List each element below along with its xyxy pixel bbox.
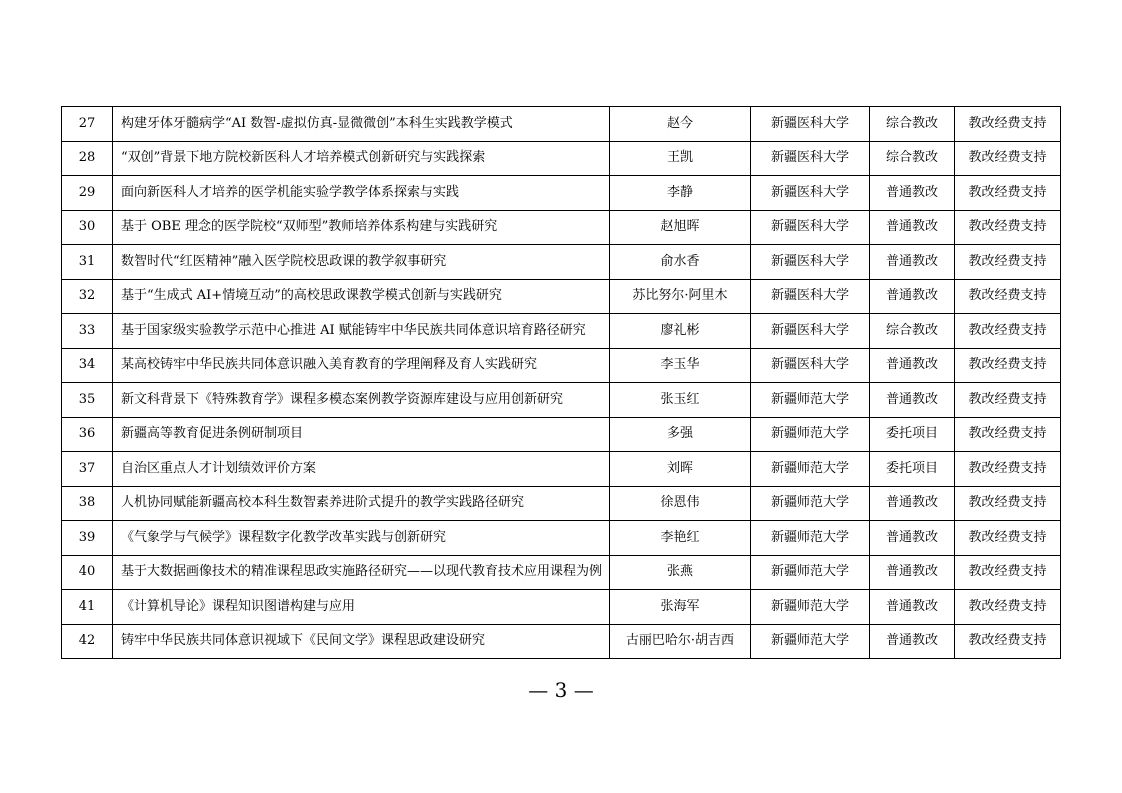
page-number: — 3 —	[528, 678, 594, 702]
project-title: 《气象学与气候学》课程数字化教学改革实践与创新研究	[113, 521, 610, 556]
row-number: 42	[62, 624, 113, 659]
table-row	[62, 624, 1061, 659]
project-leader: 张玉红	[610, 383, 751, 418]
project-leader: 多强	[610, 417, 751, 452]
project-leader: 李玉华	[610, 348, 751, 383]
project-category: 普通教改	[870, 176, 955, 211]
project-category: 综合教改	[870, 107, 955, 142]
table-row	[62, 590, 1061, 625]
project-leader: 苏比努尔·阿里木	[610, 279, 751, 314]
table-row	[62, 279, 1061, 314]
project-title: 《计算机导论》课程知识图谱构建与应用	[113, 590, 610, 625]
project-leader: 李艳红	[610, 521, 751, 556]
project-title: 构建牙体牙髓病学“AI 数智-虚拟仿真-显微微创”本科生实践教学模式	[113, 107, 610, 142]
project-title: 面向新医科人才培养的医学机能实验学教学体系探索与实践	[113, 176, 610, 211]
project-category: 普通教改	[870, 555, 955, 590]
support-type: 教改经费支持	[955, 176, 1061, 211]
institution: 新疆医科大学	[751, 279, 870, 314]
institution: 新疆师范大学	[751, 417, 870, 452]
project-title: 新文科背景下《特殊教育学》课程多模态案例教学资源库建设与应用创新研究	[113, 383, 610, 418]
row-number: 32	[62, 279, 113, 314]
project-category: 普通教改	[870, 348, 955, 383]
institution: 新疆师范大学	[751, 555, 870, 590]
support-type: 教改经费支持	[955, 107, 1061, 142]
support-type: 教改经费支持	[955, 141, 1061, 176]
project-category: 普通教改	[870, 624, 955, 659]
support-type: 教改经费支持	[955, 348, 1061, 383]
institution: 新疆医科大学	[751, 348, 870, 383]
project-category: 普通教改	[870, 210, 955, 245]
project-title: 基于 OBE 理念的医学院校“双师型”教师培养体系构建与实践研究	[113, 210, 610, 245]
support-type: 教改经费支持	[955, 486, 1061, 521]
support-type: 教改经费支持	[955, 383, 1061, 418]
project-leader: 刘晖	[610, 452, 751, 487]
row-number: 30	[62, 210, 113, 245]
table-row	[62, 521, 1061, 556]
row-number: 36	[62, 417, 113, 452]
project-category: 普通教改	[870, 245, 955, 280]
row-number: 31	[62, 245, 113, 280]
institution: 新疆师范大学	[751, 452, 870, 487]
table-row	[62, 107, 1061, 142]
institution: 新疆医科大学	[751, 141, 870, 176]
row-number: 27	[62, 107, 113, 142]
project-title: 铸牢中华民族共同体意识视域下《民间文学》课程思政建设研究	[113, 624, 610, 659]
project-category: 普通教改	[870, 383, 955, 418]
project-leader: 张海军	[610, 590, 751, 625]
support-type: 教改经费支持	[955, 210, 1061, 245]
project-leader: 赵今	[610, 107, 751, 142]
institution: 新疆师范大学	[751, 383, 870, 418]
support-type: 教改经费支持	[955, 279, 1061, 314]
project-category: 委托项目	[870, 417, 955, 452]
support-type: 教改经费支持	[955, 314, 1061, 349]
project-title: 数智时代“红医精神”融入医学院校思政课的教学叙事研究	[113, 245, 610, 280]
project-title: 新疆高等教育促进条例研制项目	[113, 417, 610, 452]
institution: 新疆师范大学	[751, 590, 870, 625]
table-row	[62, 486, 1061, 521]
project-category: 普通教改	[870, 486, 955, 521]
table-row	[62, 245, 1061, 280]
support-type: 教改经费支持	[955, 245, 1061, 280]
project-title: 自治区重点人才计划绩效评价方案	[113, 452, 610, 487]
project-leader: 张燕	[610, 555, 751, 590]
project-table	[61, 106, 1061, 659]
project-leader: 王凯	[610, 141, 751, 176]
row-number: 40	[62, 555, 113, 590]
support-type: 教改经费支持	[955, 590, 1061, 625]
project-category: 综合教改	[870, 314, 955, 349]
row-number: 39	[62, 521, 113, 556]
institution: 新疆医科大学	[751, 245, 870, 280]
row-number: 29	[62, 176, 113, 211]
institution: 新疆医科大学	[751, 107, 870, 142]
project-title: 基于国家级实验教学示范中心推进 AI 赋能铸牢中华民族共同体意识培育路径研究	[113, 314, 610, 349]
project-leader: 赵旭晖	[610, 210, 751, 245]
institution: 新疆医科大学	[751, 210, 870, 245]
row-number: 33	[62, 314, 113, 349]
support-type: 教改经费支持	[955, 624, 1061, 659]
project-category: 普通教改	[870, 590, 955, 625]
table-row	[62, 417, 1061, 452]
project-leader: 廖礼彬	[610, 314, 751, 349]
row-number: 38	[62, 486, 113, 521]
institution: 新疆医科大学	[751, 176, 870, 211]
project-category: 综合教改	[870, 141, 955, 176]
project-title: 基于大数据画像技术的精准课程思政实施路径研究——以现代教育技术应用课程为例	[113, 555, 610, 590]
table-row	[62, 383, 1061, 418]
institution: 新疆师范大学	[751, 521, 870, 556]
institution: 新疆医科大学	[751, 314, 870, 349]
project-category: 普通教改	[870, 521, 955, 556]
row-number: 37	[62, 452, 113, 487]
project-title: 基于“生成式 AI+情境互动”的高校思政课教学模式创新与实践研究	[113, 279, 610, 314]
table-row	[62, 555, 1061, 590]
project-title: 某高校铸牢中华民族共同体意识融入美育教育的学理阐释及育人实践研究	[113, 348, 610, 383]
project-category: 普通教改	[870, 279, 955, 314]
project-title: 人机协同赋能新疆高校本科生数智素养进阶式提升的教学实践路径研究	[113, 486, 610, 521]
table-row	[62, 452, 1061, 487]
support-type: 教改经费支持	[955, 417, 1061, 452]
support-type: 教改经费支持	[955, 452, 1061, 487]
project-title: “双创”背景下地方院校新医科人才培养模式创新研究与实践探索	[113, 141, 610, 176]
institution: 新疆师范大学	[751, 486, 870, 521]
institution: 新疆师范大学	[751, 624, 870, 659]
project-leader: 俞水香	[610, 245, 751, 280]
row-number: 28	[62, 141, 113, 176]
project-leader: 徐恩伟	[610, 486, 751, 521]
support-type: 教改经费支持	[955, 555, 1061, 590]
support-type: 教改经费支持	[955, 521, 1061, 556]
project-table-body	[62, 107, 1061, 659]
table-row	[62, 348, 1061, 383]
table-row	[62, 176, 1061, 211]
row-number: 34	[62, 348, 113, 383]
project-leader: 古丽巴哈尔·胡吉西	[610, 624, 751, 659]
project-leader: 李静	[610, 176, 751, 211]
table-row	[62, 314, 1061, 349]
row-number: 35	[62, 383, 113, 418]
table-row	[62, 210, 1061, 245]
row-number: 41	[62, 590, 113, 625]
project-category: 委托项目	[870, 452, 955, 487]
table-row	[62, 141, 1061, 176]
